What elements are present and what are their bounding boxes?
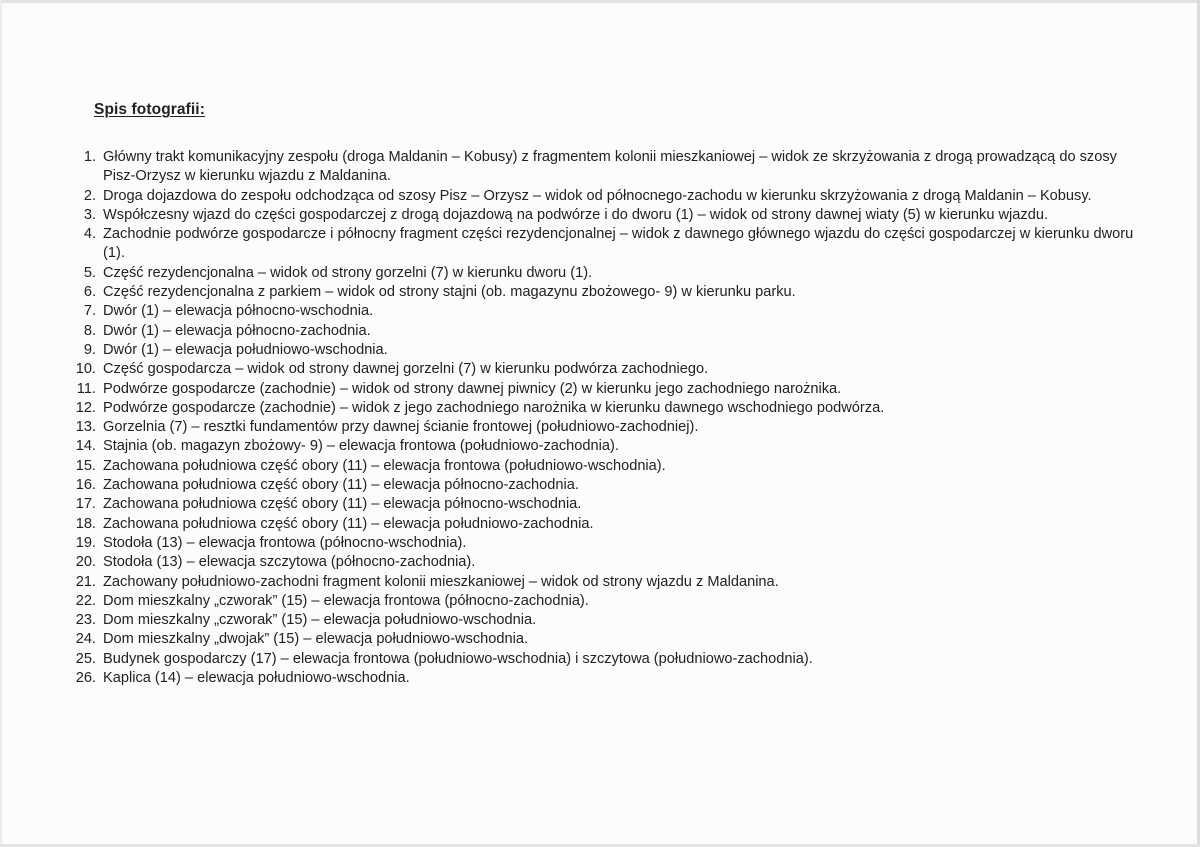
list-item <box>0 495 1200 514</box>
list-item <box>0 650 1200 669</box>
list-item <box>0 399 1200 418</box>
list-item-text: Część rezydencjonalna z parkiem – widok od strony stajni (ob. magazynu zbożowego- 9) w kierunku parku. <box>103 284 796 301</box>
list-item <box>0 322 1200 341</box>
list-item-text: Zachowana południowa część obory (11) – elewacja południowo-zachodnia. <box>103 515 594 532</box>
list-item <box>0 437 1200 456</box>
list-item <box>0 534 1200 553</box>
list-item-text: Współczesny wjazd do części gospodarczej z drogą dojazdową na podwórze i do dworu (1) – widok od strony dawnej wiaty (5) w kierunku wjazdu. <box>103 206 1049 223</box>
list-item-text: Zachodnie podwórze gospodarcze i północny fragment części rezydencjonalnej – widok z dawnego głównego wjazdu do części gospodarczej w kierunku dworu (1). <box>103 226 1134 262</box>
list-item <box>0 669 1200 688</box>
list-item-number: 26. <box>75 670 96 687</box>
list-item <box>0 341 1200 360</box>
scan-edge-top <box>0 0 1200 3</box>
list-item <box>0 187 1200 206</box>
list-item-number: 23. <box>75 612 96 629</box>
list-item-number: 13. <box>75 419 96 436</box>
list-item-text: Zachowana południowa część obory (11) – elewacja północno-zachodnia. <box>103 477 579 494</box>
list-item-text: Dwór (1) – elewacja północno-wschodnia. <box>103 303 374 320</box>
list-item <box>0 418 1200 437</box>
list-item-number: 24. <box>75 631 96 648</box>
list-item-number: 21. <box>75 573 96 590</box>
list-item-number: 18. <box>75 515 96 532</box>
list-item-number: 1. <box>83 149 96 165</box>
list-item <box>0 380 1200 399</box>
list-item-number: 25. <box>75 650 96 667</box>
list-item-number: 10. <box>75 361 96 378</box>
list-item-text: Zachowana południowa część obory (11) – elewacja frontowa (południowo-wschodnia). <box>103 457 666 474</box>
list-item-number: 4. <box>83 226 96 243</box>
list-item-number: 16. <box>75 477 96 494</box>
list-item-text: Dom mieszkalny „dwojak” (15) – elewacja południowo-wschodnia. <box>103 631 529 648</box>
list-item-text: Stajnia (ob. magazyn zbożowy- 9) – elewacja frontowa (południowo-zachodnia). <box>103 438 619 455</box>
list-item-number: 5. <box>83 264 96 281</box>
list-item-text: Część rezydencjonalna – widok od strony gorzelni (7) w kierunku dworu (1). <box>103 264 593 281</box>
list-item <box>0 630 1200 649</box>
list-item <box>0 611 1200 630</box>
list-item-text: Część gospodarcza – widok od strony dawnej gorzelni (7) w kierunku podwórza zachodniego. <box>103 361 709 378</box>
list-item-number: 8. <box>83 322 96 339</box>
list-item-text: Dwór (1) – elewacja południowo-wschodnia. <box>103 341 388 358</box>
list-item-number: 22. <box>75 592 96 609</box>
list-item-number: 19. <box>75 534 96 551</box>
list-item <box>0 148 1200 187</box>
list-item <box>0 225 1200 264</box>
list-item-text: Zachowana południowa część obory (11) – elewacja północno-wschodnia. <box>103 496 582 513</box>
list-item <box>0 360 1200 379</box>
list-item-text: Droga dojazdowa do zespołu odchodząca od szosy Pisz – Orzysz – widok od północnego-zachodu w kierunku skrzyżowania z drogą Maldanin – Kobusy. <box>103 187 1092 204</box>
list-item-text: Podwórze gospodarcze (zachodnie) – widok z jego zachodniego narożnika w kierunku dawnego wschodniego podwórza. <box>103 399 885 416</box>
list-item-text: Dwór (1) – elewacja północno-zachodnia. <box>103 322 371 339</box>
photo-list <box>0 148 1200 688</box>
list-item-text: Dom mieszkalny „czworak” (15) – elewacja południowo-wschodnia. <box>103 612 537 629</box>
list-item-text: Dom mieszkalny „czworak” (15) – elewacja frontowa (północno-zachodnia). <box>103 592 589 609</box>
list-item <box>0 573 1200 592</box>
list-item-text: Kaplica (14) – elewacja południowo-wschodnia. <box>103 670 410 687</box>
list-item-number: 2. <box>83 187 96 204</box>
list-item-number: 6. <box>83 284 96 301</box>
list-item-text: Gorzelnia (7) – resztki fundamentów przy dawnej ścianie frontowej (południowo-zachodniej). <box>103 419 699 436</box>
list-item <box>0 515 1200 534</box>
list-item-number: 3. <box>83 206 96 223</box>
list-item-number: 12. <box>75 399 96 416</box>
list-item-number: 11. <box>76 380 96 397</box>
list-item-number: 9. <box>83 341 96 358</box>
list-item <box>0 592 1200 611</box>
list-item-text: Zachowany południowo-zachodni fragment kolonii mieszkaniowej – widok od strony wjazdu z Maldanina. <box>103 573 779 590</box>
list-item-number: 20. <box>75 554 96 571</box>
list-item-number: 7. <box>83 303 96 320</box>
document-title: Spis fotografii: <box>94 101 205 118</box>
list-item <box>0 476 1200 495</box>
list-item <box>0 264 1200 283</box>
list-item-text: Stodoła (13) – elewacja szczytowa (północno-zachodnia). <box>103 554 476 571</box>
list-item-text: Główny trakt komunikacyjny zespołu (droga Maldanin – Kobusy) z fragmentem kolonii mieszkaniowej – widok ze skrzyżowania z drogą prowadzącą do szosy Pisz-Orzysz w kierunku wjazdu z Maldanina. <box>103 149 1117 185</box>
list-item-text: Stodoła (13) – elewacja frontowa (północno-wschodnia). <box>103 534 467 551</box>
list-item-text: Podwórze gospodarcze (zachodnie) – widok od strony dawnej piwnicy (2) w kierunku jego zachodniego narożnika. <box>103 380 842 397</box>
list-item-number: 14. <box>75 438 96 455</box>
list-item <box>0 457 1200 476</box>
list-item <box>0 283 1200 302</box>
list-item-text: Budynek gospodarczy (17) – elewacja frontowa (południowo-wschodnia) i szczytowa (południowo-zachodnia). <box>103 650 813 667</box>
list-item-number: 15. <box>75 457 96 474</box>
list-item <box>0 553 1200 572</box>
list-item <box>0 302 1200 321</box>
list-item-number: 17. <box>75 496 96 513</box>
list-item <box>0 206 1200 225</box>
